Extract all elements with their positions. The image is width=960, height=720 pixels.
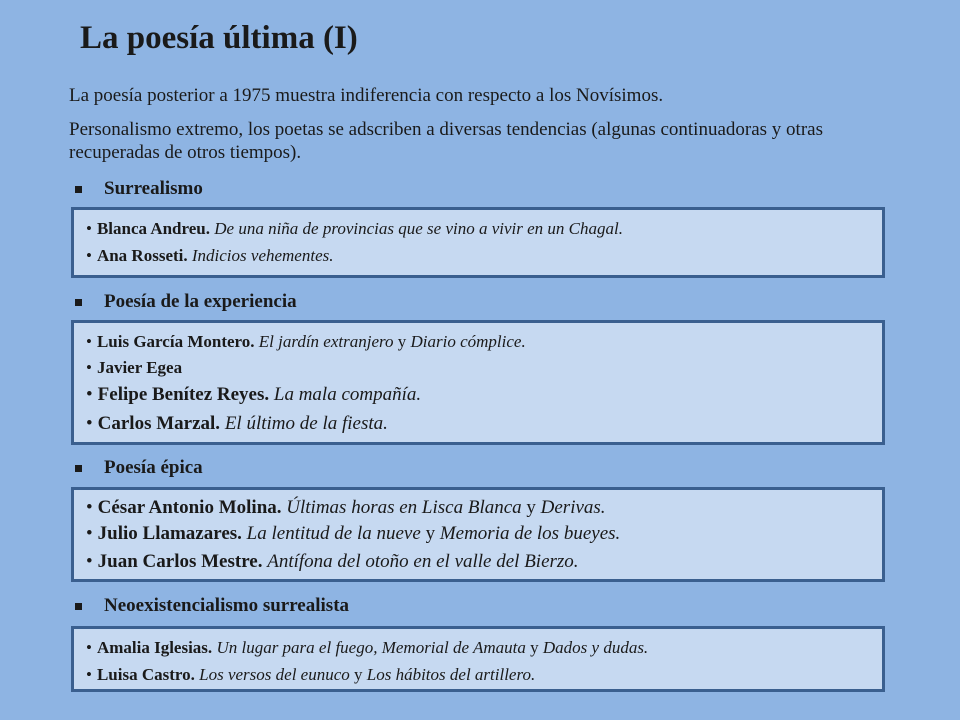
square-bullet-icon	[75, 603, 82, 610]
intro-paragraph-1: La poesía posterior a 1975 muestra indiferencia con respecto a los Novísimos.	[69, 85, 664, 106]
list-item: • Julio Llamazares. La lentitud de la nueve y Memoria de los bueyes.	[86, 523, 621, 544]
section-heading-experiencia	[75, 291, 297, 313]
authors-box-epica	[71, 487, 885, 582]
section-heading-label: Poesía de la experiencia	[104, 291, 297, 312]
authors-box-experiencia	[71, 320, 885, 445]
section-heading-label: Neoexistencialismo surrealista	[104, 595, 350, 616]
list-item: • Blanca Andreu. De una niña de provincias que se vino a vivir en un Chagal.	[86, 219, 623, 238]
list-item: • Carlos Marzal. El último de la fiesta.	[86, 413, 388, 434]
intro-paragraph-2: Personalismo extremo, los poetas se adscriben a diversas tendencias (algunas continuadoras y otras recuperadas de otros tiempos).	[69, 119, 823, 163]
list-item: • Juan Carlos Mestre. Antífona del otoño en el valle del Bierzo.	[86, 551, 579, 572]
list-item: • Ana Rosseti. Indicios vehementes.	[86, 246, 334, 265]
square-bullet-icon	[75, 299, 82, 306]
list-item: • Javier Egea	[86, 358, 183, 377]
section-heading-surrealismo	[75, 178, 203, 200]
section-heading-neoexistencialismo	[75, 595, 349, 617]
list-item: • César Antonio Molina. Últimas horas en Lisca Blanca y Derivas.	[86, 497, 606, 518]
list-item: • Amalia Iglesias. Un lugar para el fuego, Memorial de Amauta y Dados y dudas.	[86, 638, 649, 657]
square-bullet-icon	[75, 186, 82, 193]
list-item: • Luis García Montero. El jardín extranjero y Diario cómplice.	[86, 332, 526, 351]
page-title: La poesía última (I)	[80, 20, 358, 56]
section-heading-label: Poesía épica	[104, 457, 203, 478]
section-heading-epica	[75, 457, 203, 479]
square-bullet-icon	[75, 465, 82, 472]
section-heading-label: Surrealismo	[104, 178, 203, 199]
authors-box-neoexistencialismo	[71, 626, 885, 692]
list-item: • Luisa Castro. Los versos del eunuco y Los hábitos del artillero.	[86, 665, 536, 684]
list-item: • Felipe Benítez Reyes. La mala compañía.	[86, 384, 422, 405]
authors-box-surrealismo	[71, 207, 885, 278]
